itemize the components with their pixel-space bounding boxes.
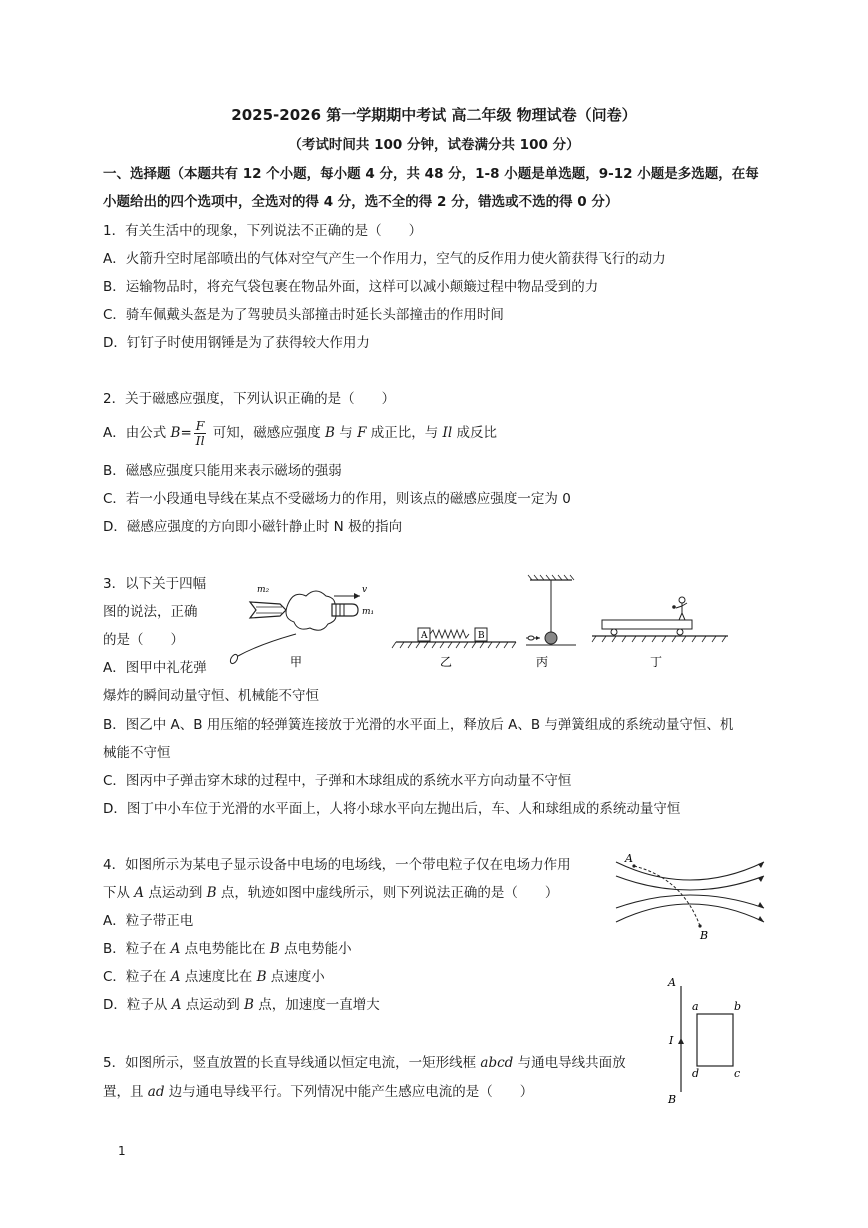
label-v: v [362, 585, 368, 595]
figure-ding-cart [592, 597, 728, 669]
q2-stem: 2．关于磁感应强度，下列认识正确的是（ ） [103, 391, 396, 407]
q2-option-d: D．磁感应强度的方向即小磁针静止时 N 极的指向 [103, 519, 403, 535]
q2-option-a: A．由公式 B= $\frac{F}{Il}$ 可知，磁感应强度 B 与 F 成正比，与 Il 成反比 [103, 417, 497, 448]
rectangular-loop [697, 1014, 733, 1066]
q4-option-a: A．粒子带正电 [103, 913, 194, 929]
q3-stem-line2: 图的说法，正确 [103, 604, 198, 620]
figure-jia-firework [229, 585, 374, 669]
q3-option-c: C．图丙中子弹击穿木球的过程中，子弹和木球组成的系统水平方向动量不守恒 [103, 773, 572, 789]
label-current-i: I [669, 1034, 674, 1047]
q4-option-b: B．粒子在 A 点电势能比在 B 点电势能小 [103, 941, 352, 957]
formula-fraction: $\frac{F}{Il}$ [195, 417, 205, 448]
figure-bing-pendulum [526, 575, 576, 669]
label-block-a: A [421, 631, 428, 641]
q1-option-c: C．骑车佩戴头盔是为了驾驶员头部撞击时延长头部撞击的作用时间 [103, 307, 504, 323]
q4-option-d: D．粒子从 A 点运动到 B 点，加速度一直增大 [103, 997, 380, 1013]
label-ding: 丁 [650, 655, 663, 669]
label-yi: 乙 [440, 655, 453, 669]
exam-title: 2025-2026 第一学期期中考试 高二年级 物理试卷（问卷） [231, 106, 637, 124]
label-wire-b: B [668, 1093, 677, 1106]
q2-option-c: C．若一小段通电导线在某点不受磁场力的作用，则该点的磁感应强度一定为 0 [103, 491, 571, 507]
label-corner-d: d [692, 1067, 700, 1080]
label-corner-c: c [734, 1067, 741, 1080]
page-number: 1 [118, 1144, 126, 1158]
q3-option-b-line1: B．图乙中 A、B 用压缩的轻弹簧连接放于光滑的水平面上，释放后 A、B 与弹簧组成的系统动量守恒、机 [103, 717, 734, 733]
q4-option-c: C．粒子在 A 点速度比在 B 点速度小 [103, 969, 325, 985]
q3-stem-line1: 3．以下关于四幅 [103, 576, 207, 592]
label-corner-a: a [692, 1000, 699, 1013]
q5-wire-loop-figure [662, 970, 752, 1110]
q3-option-a-line2: 爆炸的瞬间动量守恒、机械能不守恒 [103, 688, 319, 704]
label-point-b: B [700, 929, 709, 942]
q1-option-d: D．钉钉子时使用钢锤是为了获得较大作用力 [103, 335, 370, 351]
q1-option-b: B．运输物品时，将充气袋包裹在物品外面，这样可以减小颠簸过程中物品受到的力 [103, 279, 599, 295]
q4-stem-line2: 下从 A 点运动到 B 点，轨迹如图中虚线所示，则下列说法正确的是（ ） [103, 885, 559, 901]
figure-yi-spring-blocks [392, 628, 516, 669]
q3-stem-line3: 的是（ ） [103, 632, 184, 648]
q3-figures [220, 574, 740, 674]
q1-option-a: A．火箭升空时尾部喷出的气体对空气产生一个作用力，空气的反作用力使火箭获得飞行的动力 [103, 251, 666, 267]
label-corner-b: b [734, 1000, 742, 1013]
label-bing: 丙 [536, 655, 549, 669]
label-m2: m₂ [257, 585, 270, 595]
q5-stem-line2: 置，且 ad 边与通电导线平行。下列情况中能产生感应电流的是（ ） [103, 1084, 534, 1100]
exam-subtitle: （考试时间共 100 分钟，试卷满分共 100 分） [288, 137, 580, 153]
q4-stem-line1: 4．如图所示为某电子显示设备中电场的电场线，一个带电粒子仅在电场力作用 [103, 857, 571, 873]
label-block-b: B [478, 631, 485, 641]
label-point-a: A [625, 852, 633, 865]
label-jia: 甲 [290, 655, 303, 669]
section-instructions-line2: 小题给出的四个选项中，全选对的得 4 分，选不全的得 2 分，错选或不选的得 0 分） [103, 194, 619, 210]
q5-stem-line1: 5．如图所示，竖直放置的长直导线通以恒定电流，一矩形线框 abcd 与通电导线共面放 [103, 1055, 626, 1071]
q3-option-d: D．图丁中小车位于光滑的水平面上，人将小球水平向左抛出后，车、人和球组成的系统动量守恒 [103, 801, 681, 817]
q4-field-lines-figure [612, 848, 770, 940]
q3-option-a-line1: A．图甲中礼花弹 [103, 660, 207, 676]
q3-option-b-line2: 械能不守恒 [103, 745, 171, 761]
label-wire-a: A [668, 976, 676, 989]
section-instructions-line1: 一、选择题（本题共有 12 个小题，每小题 4 分，共 48 分，1-8 小题是单选题，9-12 小题是多选题，在每 [103, 166, 759, 182]
q1-stem: 1．有关生活中的现象，下列说法不正确的是（ ） [103, 223, 423, 239]
label-m1: m₁ [362, 607, 375, 617]
q2-option-b: B．磁感应强度只能用来表示磁场的强弱 [103, 463, 342, 479]
